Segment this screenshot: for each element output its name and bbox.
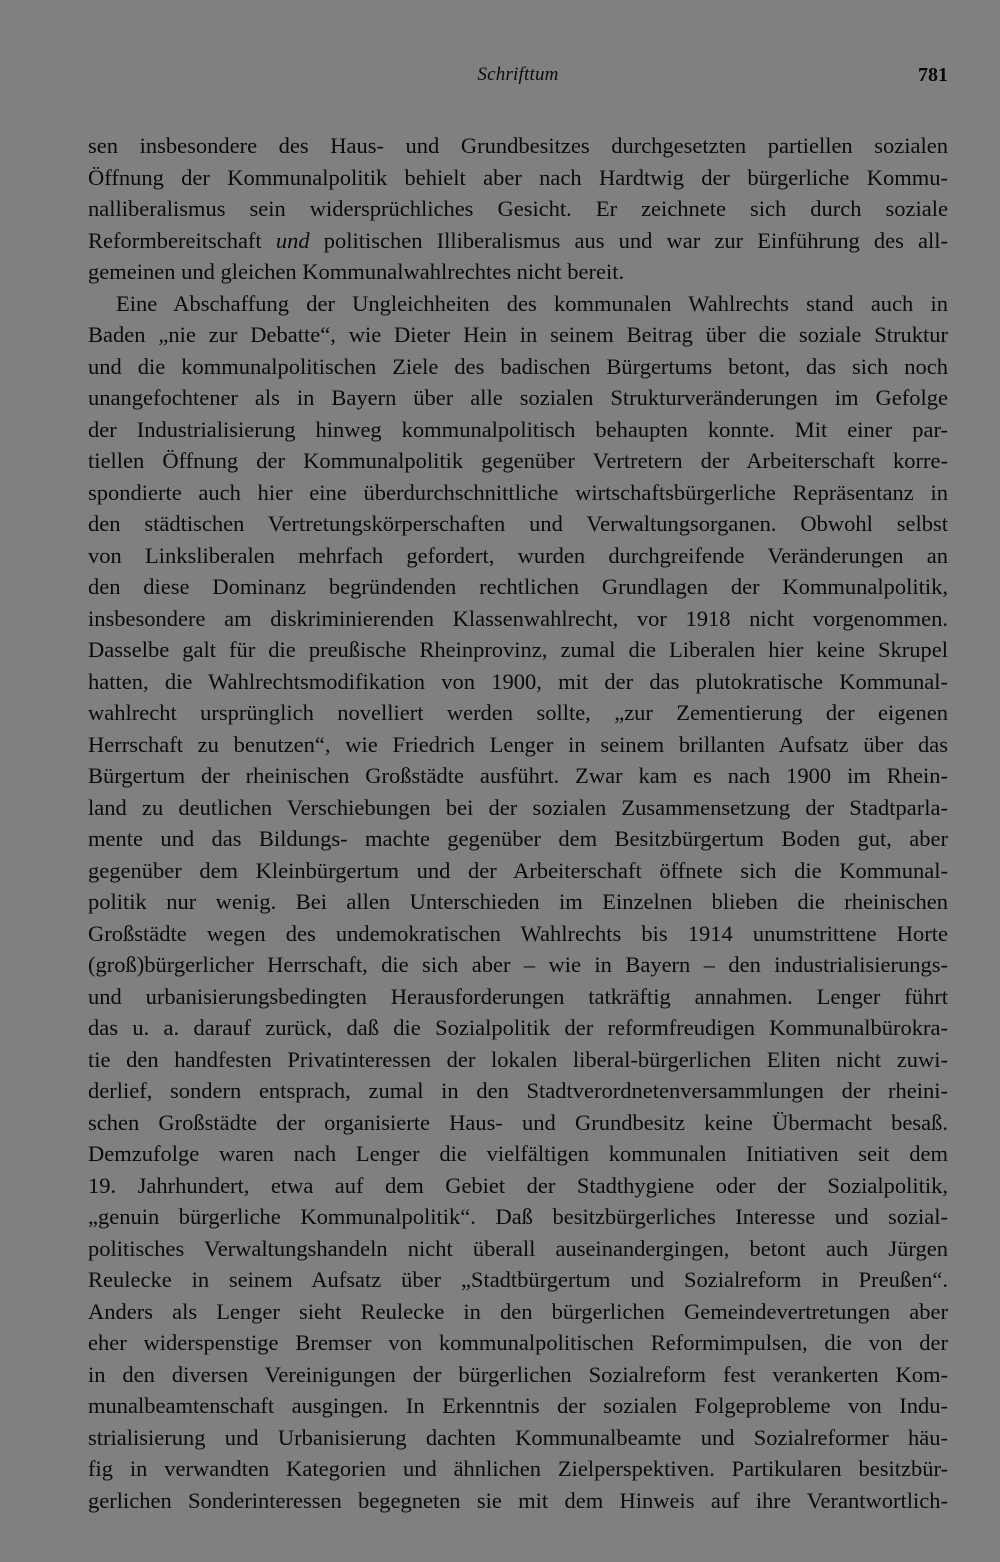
text-line: nalliberalismus sein widersprüchliches Gesicht. Er zeichnete sich durch soziale [88, 196, 948, 221]
body-text [88, 130, 948, 1516]
running-head [88, 60, 948, 90]
text-line: Großstädte wegen des undemokratischen Wahlrechts bis 1914 unumstrittene Horte [88, 920, 948, 946]
text-line: wahlrecht ursprünglich novelliert werden sollte, „zur Zementierung der eigenen [88, 700, 948, 725]
text-line: Herrschaft zu benutzen“, wie Friedrich Lenger in seinem brillanten Aufsatz über das [88, 731, 948, 757]
text-line: von Linksliberalen mehrfach gefordert, wurden durchgreifende Veränderungen an [88, 542, 948, 568]
text-line: hatten, die Wahlrechtsmodifikation von 1900, mit der das plutokratische Kommunal- [88, 668, 948, 694]
text-line: 19. Jahrhundert, etwa auf dem Gebiet der Stadthygiene oder der Sozialpolitik, [88, 1172, 948, 1198]
text-line: derlief, sondern entsprach, zumal in den Stadtverordnetenversammlungen der rheini- [88, 1078, 948, 1103]
text-line: und urbanisierungsbedingten Herausforderungen tatkräftig annahmen. Lenger führt [88, 983, 948, 1009]
text-line: land zu deutlichen Verschiebungen bei der sozialen Zusammensetzung der Stadtparla- [88, 794, 948, 820]
text-line: Dasselbe galt für die preußische Rheinprovinz, zumal die Liberalen hier keine Skrupel [88, 637, 948, 662]
running-head-title: Schrifttum [477, 64, 559, 85]
text-line: Baden „nie zur Debatte“, wie Dieter Hein in seinem Beitrag über die soziale Struktur [88, 322, 948, 347]
text-line: politisches Verwaltungshandeln nicht überall auseinandergingen, betont auch Jürgen [88, 1235, 948, 1261]
text-line: Demzufolge waren nach Lenger die vielfältigen kommunalen Initiativen seit dem [88, 1141, 948, 1166]
text-line: fig in verwandten Kategorien und ähnlichen Zielperspektiven. Partikularen besitzbür- [88, 1456, 948, 1481]
text-line: und die kommunalpolitischen Ziele des badischen Bürgertums betont, das sich noch [88, 353, 948, 379]
emphasis: und [275, 227, 310, 253]
text-line: (groß)bürgerlicher Herrschaft, die sich aber – wie in Bayern – den industrialisierungs- [88, 952, 948, 977]
text-line: schen Großstädte der organisierte Haus- und Grundbesitz keine Übermacht besaß. [88, 1109, 948, 1135]
text-line: tiellen Öffnung der Kommunalpolitik gegenüber Vertretern der Arbeiterschaft korre- [88, 448, 948, 473]
text-line: insbesondere am diskriminierenden Klassenwahlrecht, vor 1918 nicht vorgenommen. [88, 605, 948, 631]
text-line: Reformbereitschaft und politischen Illiberalismus aus und war zur Einführung des all- [88, 227, 948, 253]
text-line: „genuin bürgerliche Kommunalpolitik“. Daß besitzbürgerliches Interesse und sozial- [88, 1204, 948, 1229]
text-line: Anders als Lenger sieht Reulecke in den bürgerlichen Gemeindevertretungen aber [88, 1298, 948, 1324]
text-line: politik nur wenig. Bei allen Unterschieden im Einzelnen blieben die rheinischen [88, 889, 948, 914]
text-line: strialisierung und Urbanisierung dachten Kommunalbeamte und Sozialreformer häu- [88, 1424, 948, 1450]
text-line: gemeinen und gleichen Kommunalwahlrechtes nicht bereit. [88, 259, 625, 284]
text-line: das u. a. darauf zurück, daß die Sozialpolitik der reformfreudigen Kommunalbürokra- [88, 1015, 948, 1040]
text-line: der Industrialisierung hinweg kommunalpolitisch behaupten konnte. Mit einer par- [88, 416, 948, 442]
text-line: sen insbesondere des Haus- und Grundbesitzes durchgesetzten partiellen sozialen [88, 133, 948, 158]
text-line: den städtischen Vertretungskörperschaften und Verwaltungsorganen. Obwohl selbst [88, 511, 948, 536]
text-line: Eine Abschaffung der Ungleichheiten des kommunalen Wahlrechts stand auch in [116, 290, 948, 316]
text-line: in den diversen Vereinigungen der bürgerlichen Sozialreform fest verankerten Kom- [88, 1361, 948, 1387]
text-line: gegenüber dem Kleinbürgertum und der Arbeiterschaft öffnete sich die Kommunal- [88, 857, 948, 883]
text-line: Reulecke in seinem Aufsatz über „Stadtbürgertum und Sozialreform in Preußen“. [88, 1267, 948, 1292]
page-number: 781 [918, 64, 948, 86]
text-line: munalbeamtenschaft ausgingen. In Erkenntnis der sozialen Folgeprobleme von Indu- [88, 1393, 948, 1418]
text-line: Öffnung der Kommunalpolitik behielt aber nach Hardtwig der bürgerliche Kommu- [88, 164, 948, 190]
text-line: den diese Dominanz begründenden rechtlichen Grundlagen der Kommunalpolitik, [88, 574, 948, 599]
text-line: gerlichen Sonderinteressen begegneten sie mit dem Hinweis auf ihre Verantwortlich- [88, 1487, 948, 1513]
text-line: mente und das Bildungs- machte gegenüber dem Besitzbürgertum Boden gut, aber [88, 826, 948, 851]
text-line: spondierte auch hier eine überdurchschnittliche wirtschaftsbürgerliche Repräsentanz in [88, 479, 948, 505]
text-line: eher widerspenstige Bremser von kommunalpolitischen Reformimpulsen, die von der [88, 1330, 948, 1355]
text-line: tie den handfesten Privatinteressen der lokalen liberal-bürgerlichen Eliten nicht zuwi- [88, 1046, 948, 1072]
text-line: Bürgertum der rheinischen Großstädte ausführt. Zwar kam es nach 1900 im Rhein- [88, 763, 948, 788]
text-line: unangefochtener als in Bayern über alle sozialen Strukturveränderungen im Gefolge [88, 385, 948, 410]
